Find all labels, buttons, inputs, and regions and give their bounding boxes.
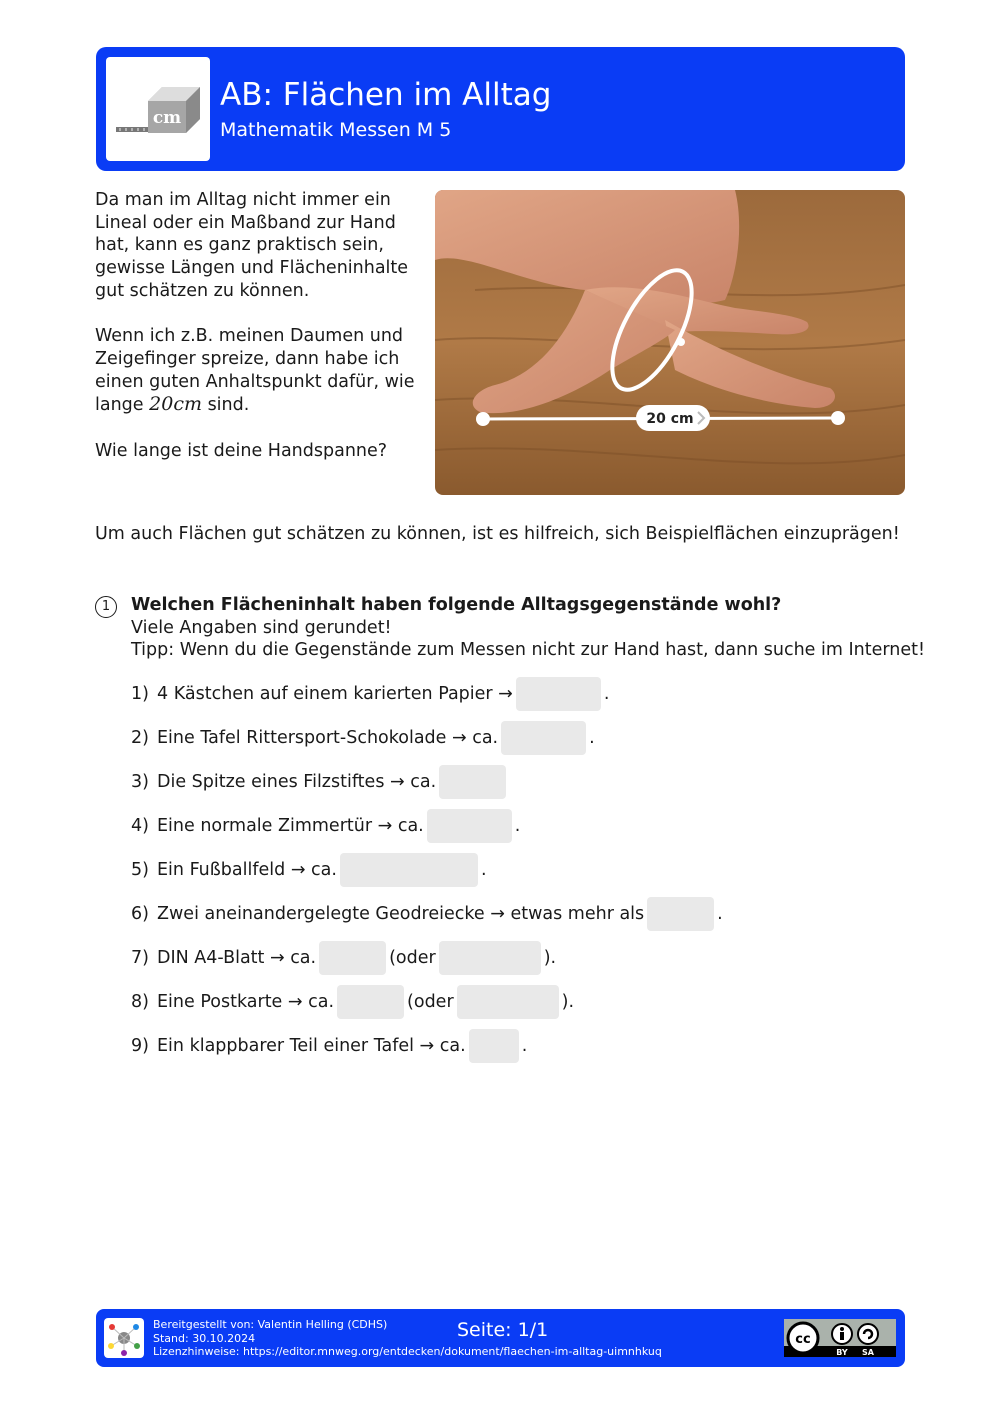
cc-by-label: BY [836, 1348, 848, 1357]
item-end: ). [561, 992, 575, 1012]
item-mid: (oder [407, 992, 454, 1012]
item-number: 9) [131, 1036, 149, 1056]
license-link[interactable]: Lizenzhinweise: https://editor.mnweg.org/entdecken/dokument/flaechen-im-alltag-uimnhkuq [153, 1345, 662, 1358]
task-heading: Welchen Flächeninhalt haben folgende Alltagsgegenstände wohl? [131, 595, 782, 615]
measure-label: 20 cm [646, 411, 694, 427]
intro-paragraph-2 [95, 325, 425, 417]
math-20cm: 20cm [149, 393, 202, 416]
list-item [131, 852, 487, 888]
cc-by-sa-badge[interactable] [784, 1319, 896, 1357]
answer-field-alt[interactable] [457, 985, 559, 1019]
header-banner [96, 47, 905, 171]
tape-measure-logo [106, 57, 210, 161]
mnweg-logo [104, 1318, 144, 1358]
item-text: Eine Tafel Rittersport-Schokolade → ca. [157, 728, 499, 748]
item-number: 6) [131, 904, 149, 924]
doc-date: Stand: 30.10.2024 [153, 1331, 256, 1345]
item-number: 1) [131, 684, 149, 704]
intro-text [95, 189, 425, 485]
item-end: . [717, 904, 723, 924]
list-item [131, 808, 520, 844]
item-text: DIN A4-Blatt → ca. [157, 948, 317, 968]
task-number-badge: 1 [95, 596, 117, 618]
item-end: ). [543, 948, 557, 968]
intro-paragraph-2-end: sind. [207, 395, 250, 416]
answer-field[interactable] [439, 765, 506, 799]
intro-question: Wie lange ist deine Handspanne? [95, 440, 388, 461]
hand-span-photo [435, 190, 905, 495]
item-end: . [603, 684, 610, 704]
answer-field[interactable] [340, 853, 478, 887]
item-end: . [589, 728, 595, 748]
provided-by: Bereitgestellt von: Valentin Helling (CDHS) [153, 1318, 388, 1331]
item-text: Eine normale Zimmertür → ca. [157, 816, 424, 836]
page-title: AB: Flächen im Alltag [220, 77, 552, 113]
answer-field[interactable] [427, 809, 512, 843]
list-item [131, 896, 723, 932]
page-number: Seite: 1/1 [457, 1319, 549, 1341]
item-number: 7) [131, 948, 149, 968]
item-number: 2) [131, 728, 149, 748]
list-item [131, 676, 609, 712]
item-end: . [480, 860, 487, 880]
item-mid: (oder [389, 948, 436, 968]
answer-field[interactable] [516, 677, 601, 711]
answer-field-alt[interactable] [439, 941, 541, 975]
item-number: 4) [131, 816, 149, 836]
item-number: 8) [131, 992, 149, 1012]
task-note-1: Viele Angaben sind gerundet! [131, 617, 392, 638]
answer-field[interactable] [469, 1029, 519, 1063]
cc-sa-label: SA [862, 1348, 874, 1357]
list-item [131, 1028, 527, 1064]
lead-sentence: Um auch Flächen gut schätzen zu können, ist es hilfreich, sich Beispielflächen einzuprägen! [95, 524, 900, 544]
intro-paragraph-1: Da man im Alltag nicht immer ein Lineal oder ein Maßband zur Hand hat, kann es ganz praktisch sein, gewisse Längen und Flächeninhalte gut schätzen zu können. [95, 190, 409, 301]
task-note-2: Tipp: Wenn du die Gegenstände zum Messen nicht zur Hand hast, dann suche im Internet! [131, 640, 925, 661]
item-text: Die Spitze eines Filzstiftes → ca. [157, 772, 437, 792]
page-subtitle: Mathematik Messen M 5 [220, 119, 452, 141]
item-end: . [521, 1036, 528, 1056]
answer-field[interactable] [501, 721, 586, 755]
list-item [131, 764, 509, 800]
item-text: 4 Kästchen auf einem karierten Papier → [157, 684, 513, 704]
item-text: Ein klappbarer Teil einer Tafel → ca. [157, 1036, 466, 1056]
item-text: Ein Fußballfeld → ca. [157, 860, 337, 880]
list-item [131, 720, 595, 756]
list-item [131, 940, 556, 976]
answer-field[interactable] [647, 897, 714, 931]
logo-cm-label: cm [152, 108, 182, 128]
answer-field[interactable] [319, 941, 386, 975]
footer-meta [153, 1318, 662, 1359]
intro-paragraph-2-start: Wenn ich z.B. meinen Daumen und Zeigefinger spreize, dann habe ich einen guten Anhaltspunkt dafür, wie lange [95, 326, 415, 416]
list-item [131, 984, 574, 1020]
svg-text:cc: cc [795, 1332, 811, 1347]
footer-bar [96, 1309, 905, 1367]
item-text: Eine Postkarte → ca. [157, 992, 335, 1012]
item-end: . [514, 816, 521, 836]
item-number: 5) [131, 860, 149, 880]
item-text: Zwei aneinandergelegte Geodreiecke → etwas mehr als [157, 904, 645, 924]
answer-field[interactable] [337, 985, 404, 1019]
item-number: 3) [131, 772, 149, 792]
task-instructions [131, 594, 925, 662]
